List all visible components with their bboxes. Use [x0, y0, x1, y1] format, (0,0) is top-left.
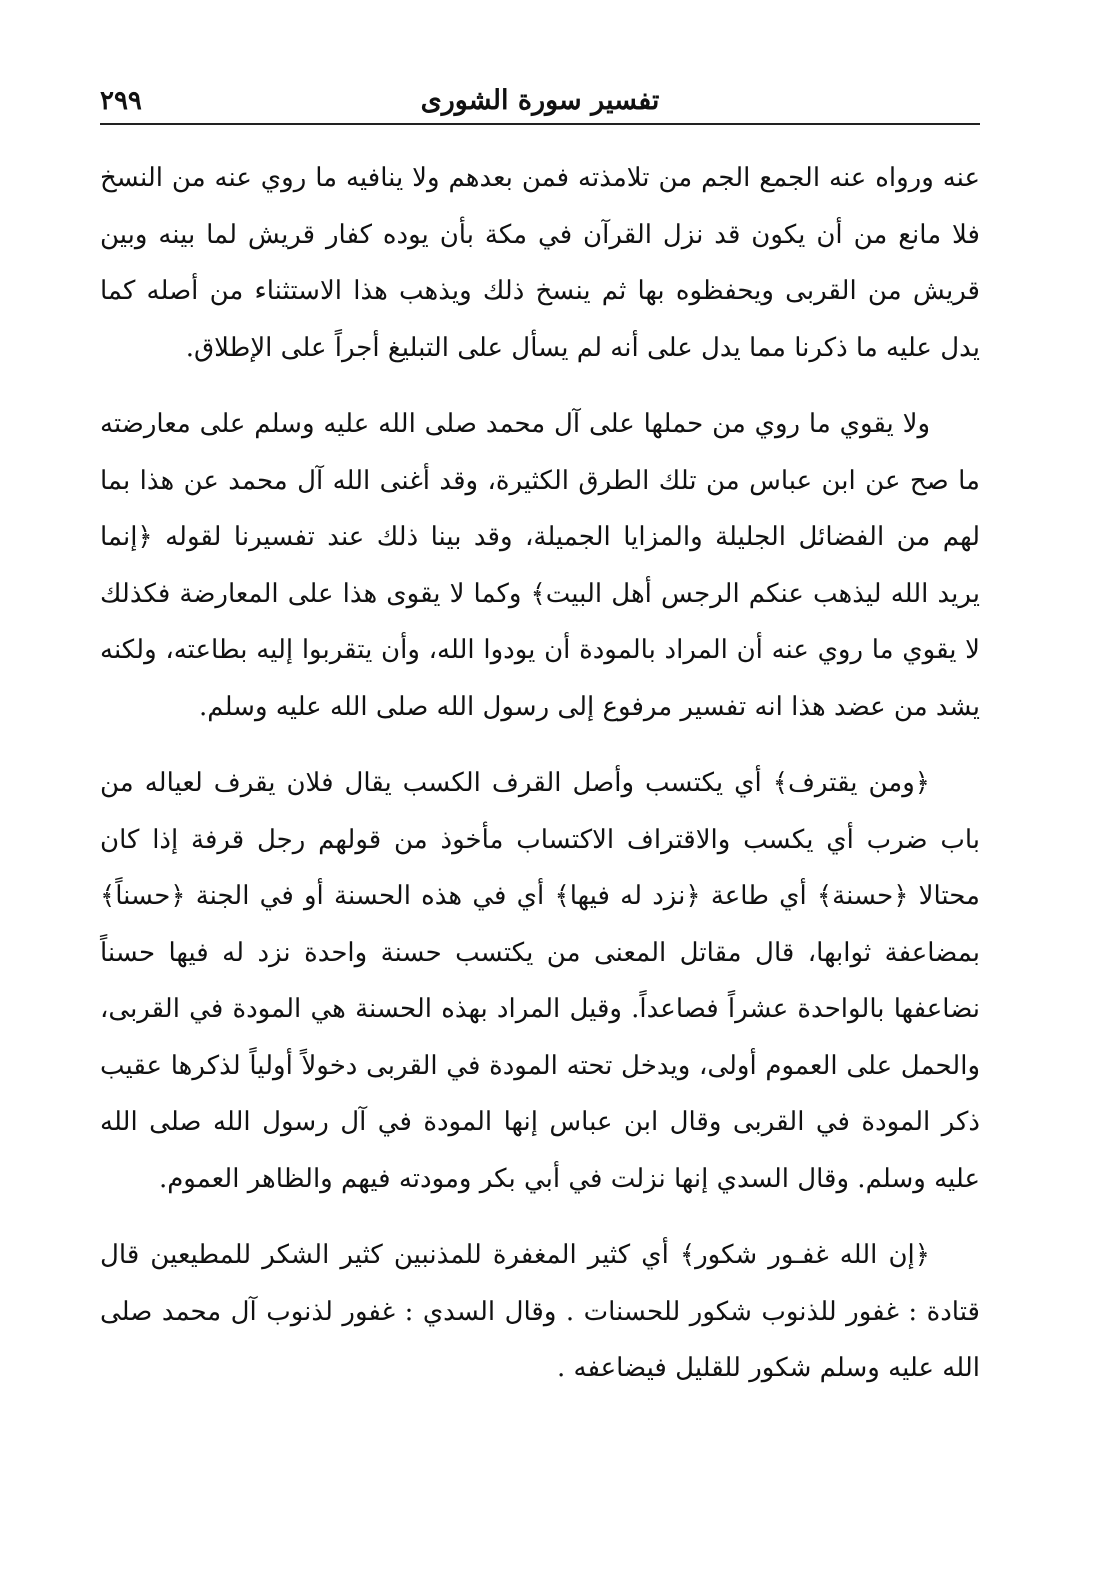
page-header — [100, 84, 980, 124]
header-divider — [100, 123, 980, 125]
running-title: تفسير سورة الشورى — [420, 85, 660, 116]
paragraph: ﴿ومن يقترف﴾ أي يكتسب وأصل القرف الكسب يقال فلان يقرف لعياله من باب ضرب أي يكسب والاقتراف الاكتساب مأخوذ من قولهم رجل قرفة إذا كان محتالا ﴿حسنة﴾ أي طاعة ﴿نزد له فيها﴾ أي في هذه الحسنة أو في الجنة ﴿حسناً﴾ بمضاعفة ثوابها، قال مقاتل المعنى من يكتسب حسنة واحدة نزد له فيها حسناً نضاعفها بالواحدة عشراً فصاعداً. وقيل المراد بهذه الحسنة هي المودة في القربى، والحمل على العموم أولى، ويدخل تحته المودة في القربى دخولاً أولياً لذكرها عقيب ذكر المودة في القربى وقال ابن عباس إنها المودة في آل رسول الله صلى الله عليه وسلم. وقال السدي إنها نزلت في أبي بكر ومودته فيهم والظاهر العموم. — [100, 768, 980, 1194]
paragraph: عنه ورواه عنه الجمع الجم من تلامذته فمن بعدهم ولا ينافيه ما روي عنه من النسخ فلا مانع من أن يكون قد نزل القرآن في مكة بأن يوده كفار قريش لما بينه وبين قريش من القربى ويحفظوه بها ثم ينسخ ذلك ويذهب هذا الاستثناء من أصله كما يدل عليه ما ذكرنا مما يدل على أنه لم يسأل على التبليغ أجراً على الإطلاق. — [100, 163, 980, 363]
page-number: ٢٩٩ — [100, 86, 142, 116]
paragraph: ﴿إن الله غفـور شكور﴾ أي كثير المغفرة للمذنبين كثير الشكر للمطيعين قال قتادة : غفور للذنوب شكور للحسنات . وقال السدي : غفور لذنوب آل محمد صلى الله عليه وسلم شكور للقليل فيضاعفه . — [100, 1240, 980, 1383]
paragraph: ولا يقوي ما روي من حملها على آل محمد صلى الله عليه وسلم على معارضته ما صح عن ابن عباس من تلك الطرق الكثيرة، وقد أغنى الله آل محمد عن هذا بما لهم من الفضائل الجليلة والمزايا الجميلة، وقد بينا ذلك عند تفسيرنا لقوله ﴿إنما يريد الله ليذهب عنكم الرجس أهل البيت﴾ وكما لا يقوى هذا على المعارضة فكذلك لا يقوي ما روي عنه أن المراد بالمودة أن يودوا الله، وأن يتقربوا إليه بطاعته، ولكنه يشد من عضد هذا انه تفسير مرفوع إلى رسول الله صلى الله عليه وسلم. — [100, 409, 980, 722]
page-body — [100, 150, 980, 1417]
